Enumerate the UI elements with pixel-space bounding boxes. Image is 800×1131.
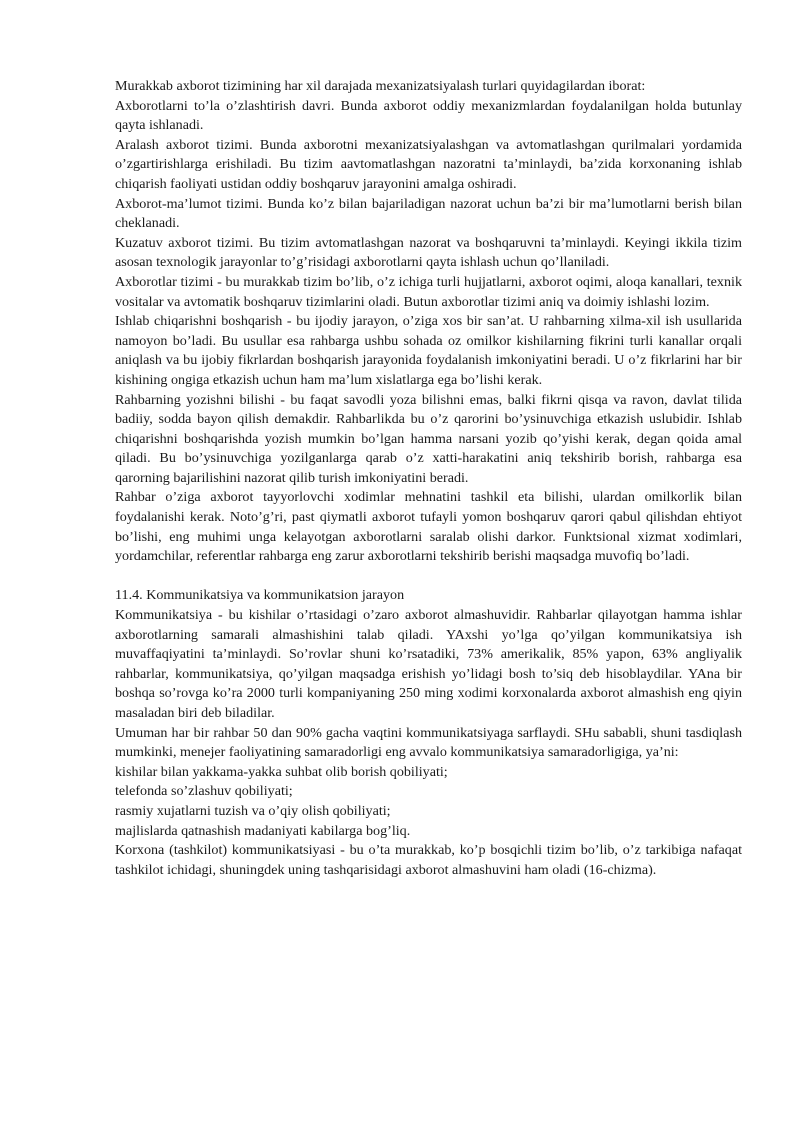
paragraph-communication-time: Umuman har bir rahbar 50 dan 90% gacha vaqtini kommunikatsiyaga sarflaydi. SHu sababli, shuni tasdiqlash mumkinki, menejer faoliyatining samaradorligi eng avvalo kommunikatsiya samaradorligiga, ya’ni: (115, 724, 742, 761)
list-item: majlislarda qatnashish madaniyati kabilarga bog’liq. (115, 822, 411, 839)
paragraph-info-system: Axborot-ma’lumot tizimi. Bunda ko’z bilan bajariladigan nazorat uchun ba’zi bir ma’lumotlarni berish bilan cheklanadi. (115, 195, 742, 232)
section-heading: 11.4. Kommunikatsiya va kommunikatsion jarayon (115, 587, 405, 604)
paragraph-mixed-system: Aralash axborot tizimi. Bunda axborotni mexanizatsiyalashgan va avtomatlashgan qurilmalari yordamida o’zgartirishlarga erishiladi. Bu tizim aavtomatlashgan nazoratni ta’minlaydi, ba’zida korxonaning ishlab chiqarish faoliyati ustidan oddiy boshqaruv jarayonini amalga oshiradi. (115, 136, 742, 192)
paragraph-full-assimilation: Axborotlarni to’la o’zlashtirish davri. Bunda axborot oddiy mexanizmlardan foydalanilgan holda butunlay qayta ishlanadi. (115, 97, 742, 134)
paragraph-closing: Korxona (tashkilot) kommunikatsiyasi - bu o’ta murakkab, ko’p bosqichli tizim bo’lib, o’z tarkibiga nafaqat tashkilot ichidagi, shuningdek uning tashqarisidagi axborot almashuvini ham oladi (16-chizma). (115, 842, 742, 878)
list-item: kishilar bilan yakkama-yakka suhbat olib borish qobiliyati; (115, 763, 448, 780)
paragraph-production-management: Ishlab chiqarishni boshqarish - bu ijodiy jarayon, o’ziga xos bir san’at. U rahbarning xilma-xil ish usullarida namoyon bo’ladi. Bu usullar esa rahbarga ushbu sohada oz omilkor kishilarning fikrini turli kanallar orqali aniqlash va bu ijobiy fikrlardan boshqarish jarayonida foydalanish imkoniyatini beradi. U o’z fikrlarini har bir kishining ongiga etkazish uchun ham ma’lum xislatlarga ega bo’lishi kerak. (115, 313, 742, 388)
paragraph-intro: Murakkab axborot tizimining har xil darajada mexanizatsiyalash turlari quyidagilardan iborat: (115, 78, 646, 94)
section-spacer (115, 567, 742, 587)
document-page (115, 77, 742, 880)
paragraph-leader-staff: Rahbar o’ziga axborot tayyorlovchi xodimlar mehnatini tashkil eta bilishi, ulardan omilkorlik bilan foydalanishi kerak. Noto’g’ri, past qiymatli axborot tufayli yomon boshqaruv qarori qabul qilishdan ehtiyot bo’lishi, eng muhimi unga kelayotgan axborotlarni saralab olishi darkor. Funktsional xizmat xodimlari, yordamchilar, referentlar rahbarga eng zarur axborotlarni tekshirib berishi maqsadga muvofiq bo’ladi. (115, 489, 742, 565)
list-item: telefonda so’zlashuv qobiliyati; (115, 783, 293, 800)
paragraph-info-systems-definition: Axborotlar tizimi - bu murakkab tizim bo’lib, o’z ichiga turli hujjatlarni, axborot oqimi, aloqa kanallari, texnik vositalar va avtomatik boshqaruv tizimlarini oladi. Butun axborotlar tizimi aniq va doimiy ishlashi lozim. (115, 273, 742, 310)
list-item: rasmiy xujatlarni tuzish va o’qiy olish qobiliyati; (115, 802, 391, 819)
paragraph-monitoring-system: Kuzatuv axborot tizimi. Bu tizim avtomatlashgan nazorat va boshqaruvni ta’minlaydi. Keyingi ikkila tizim asosan texnologik jarayonlar to’g’risidagi axborotlarni qayta ishlash uchun qo’llaniladi. (115, 234, 742, 271)
paragraph-writing-skill: Rahbarning yozishni bilishi - bu faqat savodli yoza bilishni emas, balki fikrni qisqa va ravon, davlat tilida badiiy, sodda bayon qilish demakdir. Rahbarlikda bu o’z qarorini bo’ysinuvchiga etkazish uslubidir. Ishlab chiqarishni boshqarishda yozish mumkin bo’lgan hamma narsani yozib qo’yishi kerak, degan qoida amal qiladi. Bu bo’ysinuvchiga yozilganlarga qarab o’z xatti-harakatini aniq tekshirib borish, rahbarga esa qarorning bajarilishini nazorat qilib turish imkoniyatini beradi. (115, 391, 742, 486)
paragraph-communication-definition: Kommunikatsiya - bu kishilar o’rtasidagi o’zaro axborot almashuvidir. Rahbarlar qilayotgan hamma ishlar axborotlarning samarali almashishini talab qiladi. YAxshi yo’lga qo’yilgan kommunikatsiya ish muvaffaqiyatini ta’minlaydi. So’rovlar shuni ko’rsatadiki, 73% amerikalik, 85% yapon, 63% angliyalik rahbarlar, kommunikatsiya, qo’yilgan maqsadga erishish yo’lidagi bosh to’siq deb hisoblaydilar. YAna bir boshqa so’rovga ko’ra 2000 turli kompaniyaning 250 ming xodimi korxonalarda axborot almashish eng qiyin masaladan biri deb biladilar. (115, 607, 742, 721)
